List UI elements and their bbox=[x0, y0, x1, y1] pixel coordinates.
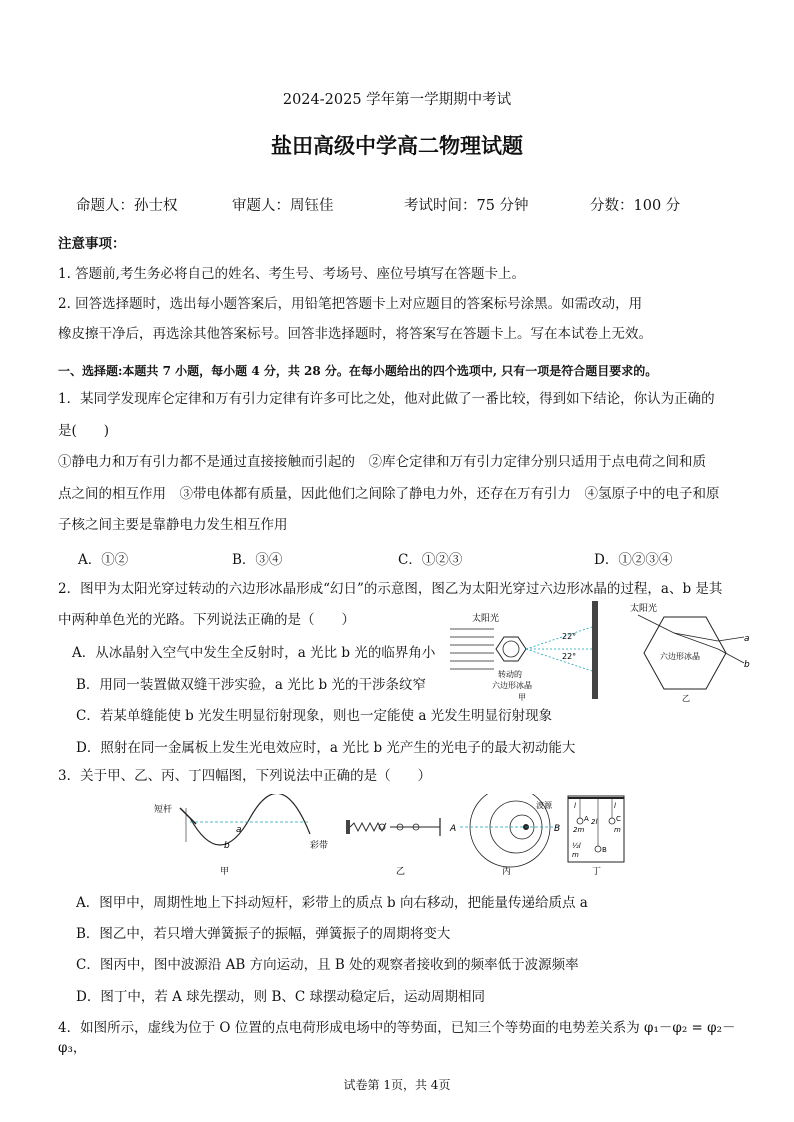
q4-line: 4．如图所示，虚线为位于 O 位置的点电荷形成电场中的等势面，已知三个等势面的电势差关系为 φ₁－φ₂ = φ₂－φ₃， bbox=[58, 1020, 736, 1056]
screen-bar bbox=[592, 601, 598, 699]
incident-ray bbox=[638, 615, 674, 633]
notes-heading: 注意事项： bbox=[58, 236, 126, 252]
q3-option-b: B．图乙中，若只增大弹簧振子的振幅，弹簧振子的周期将变大 bbox=[76, 926, 451, 942]
q3-fig-ding: 丁 bbox=[592, 867, 602, 877]
ribbon-wave bbox=[190, 794, 310, 845]
sun-rays bbox=[450, 629, 494, 669]
q1-option-b: B．③④ bbox=[232, 552, 283, 568]
note-2: 2. 回答选择题时，选出每小题答案后，用铅笔把答题卡上对应题目的答案标号涂黑。如需改动，用 bbox=[58, 296, 643, 312]
q3-fig-mC: m bbox=[614, 826, 621, 834]
refracted-ray-b bbox=[674, 633, 718, 649]
hexagon-ice-crystal bbox=[496, 637, 526, 661]
q1-option-d: D．①②③④ bbox=[594, 552, 673, 568]
page-footer: 试卷第 1页，共 4页 bbox=[343, 1078, 451, 1092]
q3-fig-l1: l bbox=[574, 802, 576, 810]
q3-fig-a: a bbox=[236, 825, 242, 835]
q3-line: 3．关于甲、乙、丙、丁四幅图，下列说法中正确的是（ ） bbox=[58, 768, 432, 784]
page-title: 盐田高级中学高二物理试题 bbox=[271, 133, 523, 158]
q3-figure bbox=[150, 794, 630, 880]
meta-score: 分数：100 分 bbox=[590, 198, 681, 214]
q3-fig-source: 波源 bbox=[536, 801, 552, 810]
note-2-cont: 橡皮擦干净后，再选涂其他答案标号。回答非选择题时，将答案写在答题卡上。写在本试卷上无效。 bbox=[58, 326, 652, 342]
q3-fig-rod: 短杆 bbox=[154, 805, 173, 815]
exit-ray-a bbox=[718, 637, 744, 641]
q2-option-a: A．从冰晶射入空气中发生全反射时，a 光比 b 光的临界角小 bbox=[72, 645, 436, 661]
q3-fig-A: A bbox=[450, 824, 457, 834]
q3-fig-jia: 甲 bbox=[220, 867, 230, 877]
q2-fig-rot1: 转动的 bbox=[498, 670, 522, 679]
q3-fig-bing: 丙 bbox=[502, 867, 512, 877]
q2-fig-hex: 六边形冰晶 bbox=[660, 652, 700, 661]
q2-fig-angle1: 22° bbox=[562, 632, 577, 641]
q2-fig-jia: 甲 bbox=[518, 693, 526, 702]
q3-option-d: D．图丁中，若 A 球先摆动，则 B、C 球摆动稳定后，运动周期相同 bbox=[76, 989, 485, 1005]
ball-a bbox=[577, 818, 583, 824]
q2-fig-rot2: 六边形冰晶 bbox=[492, 681, 532, 690]
q3-fig-l3: 2l bbox=[591, 818, 598, 826]
short-rod bbox=[180, 808, 196, 824]
q3-option-a: A．图甲中，周期性地上下抖动短杆，彩带上的质点 b 向右移动，把能量传递给质点 a bbox=[76, 895, 588, 911]
q2-fig-angle2: 22° bbox=[562, 652, 577, 661]
q1-option-c: C．①②③ bbox=[398, 552, 463, 568]
q2-fig-sun: 太阳光 bbox=[472, 614, 500, 624]
q2-fig-b: b bbox=[744, 660, 750, 670]
q3-fig-ribbon: 彩带 bbox=[310, 841, 329, 851]
note-1: 1. 答题前,考生务必将自己的姓名、考生号、考场号、座位号填写在答题卡上。 bbox=[58, 266, 525, 282]
q2-line-2: 中两种单色光的光路。下列说法正确的是（ ） bbox=[58, 612, 355, 628]
meta-time: 考试时间：75 分钟 bbox=[404, 198, 529, 214]
q1-line-4: 点之间的相互作用 ③带电体都有质量，因此他们之间除了静电力外，还存在万有引力 ④氢原子中的电子和原 bbox=[58, 486, 720, 502]
deflected-rays bbox=[526, 627, 592, 671]
q2-line-1: 2．图甲为太阳光穿过转动的六边形冰晶形成“幻日”的示意图，图乙为太阳光穿过六边形冰晶的过程，a、b 是其 bbox=[58, 581, 723, 597]
q2-fig-yi: 乙 bbox=[682, 694, 690, 703]
q2-option-d: D．照射在同一金属板上发生光电效应时，a 光比 b 光产生的光电子的最大初动能大 bbox=[76, 740, 576, 756]
refracted-ray-a bbox=[674, 633, 718, 641]
q1-option-a: A．①② bbox=[78, 552, 129, 568]
q1-line-3: ①静电力和万有引力都不是通过直接接触而引起的 ②库仑定律和万有引力定律分别只适用于点电荷之间和质 bbox=[58, 454, 706, 470]
q3-fig-yi: 乙 bbox=[396, 867, 406, 877]
q3-fig-half: ½l bbox=[572, 842, 581, 850]
ball-c bbox=[609, 818, 615, 824]
q1-line-2: 是( ) bbox=[58, 423, 110, 439]
spring-wall bbox=[346, 820, 350, 834]
q3-option-c: C．图丙中，图中波源沿 AB 方向运动，且 B 处的观察者接收到的频率低于波源频率 bbox=[76, 957, 579, 973]
q1-line-1: 1．某同学发现库仑定律和万有引力定律有许多可比之处，他对此做了一番比较，得到如下结论，你认为正确的 bbox=[58, 391, 715, 407]
q3-fig-ballB: B bbox=[602, 846, 607, 854]
q2-fig-sun2: 太阳光 bbox=[630, 604, 658, 614]
q1-line-5: 子核之间主要是靠静电力发生相互作用 bbox=[58, 517, 288, 533]
q2-option-b: B．用同一装置做双缝干涉实验，a 光比 b 光的干涉条纹窄 bbox=[76, 677, 426, 693]
rotation-arrow-icon bbox=[503, 641, 519, 657]
exam-line: 2024-2025 学年第一学期期中考试 bbox=[282, 92, 512, 108]
q3-fig-B: B bbox=[554, 824, 561, 834]
section1-heading: 一、选择题:本题共 7 小题，每小题 4 分，共 28 分。在每小题给出的四个选项中, 只有一项是符合题目要求的。 bbox=[58, 364, 658, 378]
meta-reviewer: 审题人：周钰佳 bbox=[232, 198, 334, 214]
q3-fig-ballC: C bbox=[616, 815, 621, 823]
q2-fig-a: a bbox=[744, 634, 750, 644]
ball-b bbox=[595, 846, 601, 852]
q2-option-c: C．若某单缝能使 b 光发生明显衍射现象，则也一定能使 a 光发生明显衍射现象 bbox=[76, 708, 553, 724]
q3-fig-l2: l bbox=[614, 802, 616, 810]
q3-fig-mB: m bbox=[572, 851, 579, 859]
q3-fig-mA: 2m bbox=[573, 826, 585, 834]
q3-fig-b: b bbox=[224, 841, 230, 851]
meta-author: 命题人：孙士权 bbox=[76, 198, 178, 214]
q3-fig-ballA: A bbox=[584, 815, 589, 823]
q2-figure bbox=[442, 597, 752, 705]
